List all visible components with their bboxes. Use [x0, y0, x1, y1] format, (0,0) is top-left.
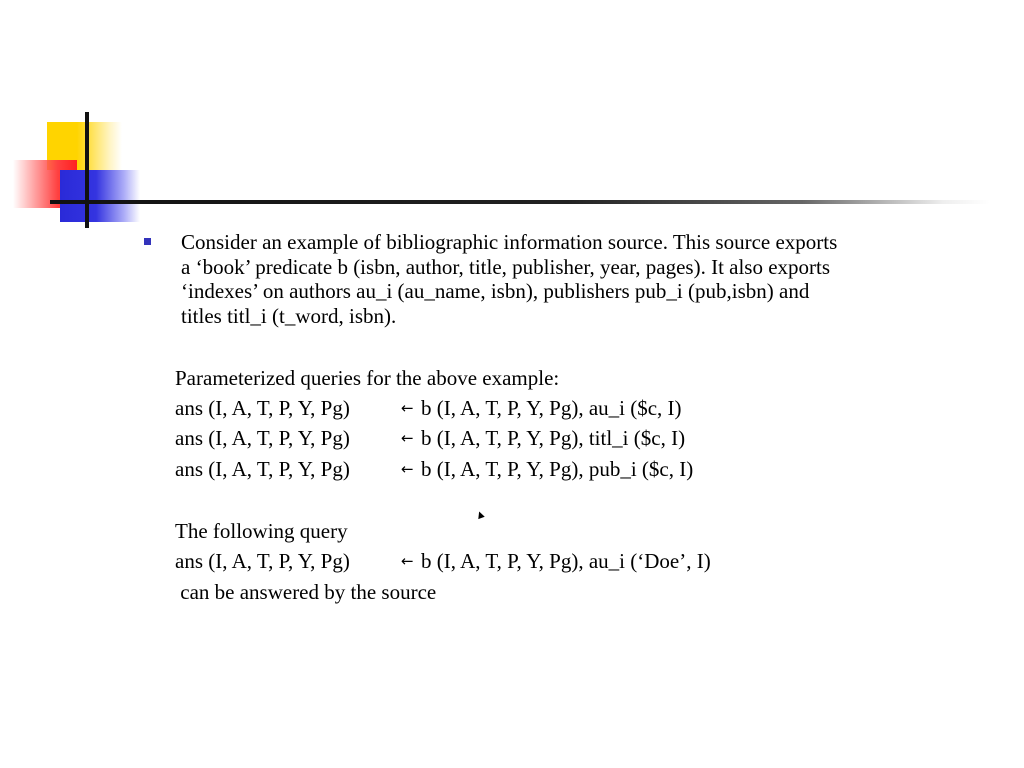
following-footer: can be answered by the source — [175, 580, 437, 604]
title-divider-line — [50, 200, 990, 204]
query-line — [175, 396, 682, 420]
left-arrow-icon: ← — [401, 460, 414, 478]
query-rhs: b (I, A, T, P, Y, Pg), titl_i ($c, I) — [421, 426, 686, 450]
query-lhs: ans (I, A, T, P, Y, Pg) — [175, 549, 350, 573]
query-lhs: ans (I, A, T, P, Y, Pg) — [175, 457, 350, 481]
query-rhs: b (I, A, T, P, Y, Pg), pub_i ($c, I) — [421, 457, 694, 481]
following-heading: The following query — [175, 519, 348, 543]
logo-blue-square — [60, 170, 140, 222]
query-lhs: ans (I, A, T, P, Y, Pg) — [175, 426, 350, 450]
bullet-line: a ‘book’ predicate b (isbn, author, title, publisher, year, pages). It also exports — [181, 254, 831, 279]
query-rhs: b (I, A, T, P, Y, Pg), au_i (‘Doe’, I) — [421, 549, 711, 573]
query-line — [175, 549, 711, 573]
query-rhs: b (I, A, T, P, Y, Pg), au_i ($c, I) — [421, 396, 682, 420]
query-lhs: ans (I, A, T, P, Y, Pg) — [175, 396, 350, 420]
bullet-square-icon — [144, 238, 151, 245]
bullet-line: ‘indexes’ on authors au_i (au_name, isbn), publishers pub_i (pub,isbn) and — [181, 279, 810, 303]
query-line — [175, 457, 693, 481]
stray-arrowhead-icon: ▲ — [475, 509, 486, 521]
bullet-line: titles titl_i (t_word, isbn). — [181, 303, 397, 328]
bullet-line: Consider an example of bibliographic information source. This source exports — [181, 230, 838, 254]
bullet-paragraph — [181, 230, 996, 328]
logo-vertical-line — [85, 112, 89, 228]
query-line — [175, 426, 685, 450]
left-arrow-icon: ← — [401, 429, 414, 447]
left-arrow-icon: ← — [401, 552, 414, 570]
left-arrow-icon: ← — [401, 399, 414, 417]
params-heading: Parameterized queries for the above example: — [175, 366, 560, 390]
